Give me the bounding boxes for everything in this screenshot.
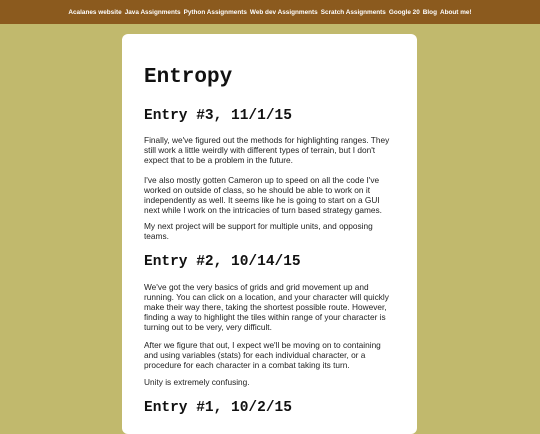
nav-link-google-20[interactable]: Google 20 (388, 8, 420, 16)
entry-2-title: Entry #2, 10/14/15 (144, 254, 301, 270)
entry-3-paragraph-2: I've also mostly gotten Cameron up to speed on all the code I've worked on outside of class, so he should be able to work on it independently as well. It seems like he is going to start on a GUI next while I work on the intricacies of turn based strategy games. (144, 175, 382, 215)
entry-3-paragraph-1: Finally, we've figured out the methods for highlighting ranges. They still work a little weirdly with different types of terrain, but I don't expect that to be a problem in the future. (144, 135, 390, 165)
content-card (122, 34, 417, 434)
nav-link-web-dev-assignments[interactable]: Web dev Assignments (249, 8, 318, 16)
nav-links (68, 9, 471, 16)
entry-2-paragraph-3: Unity is extremely confusing. (144, 377, 250, 387)
nav-link-python-assignments[interactable]: Python Assignments (183, 8, 247, 16)
entry-2-paragraph-2: After we figure that out, I expect we'll be moving on to containing and using variables (stats) for each individual character, or a procedure for each character in a combat taking its turn. (144, 340, 381, 370)
nav-link-java-assignments[interactable]: Java Assignments (124, 8, 181, 16)
entry-2-paragraph-1: We've got the very basics of grids and grid movement up and running. You can click on a location, and your character will quickly make their way there, taking the shortest possible route. However, finding a way to highlight the tiles within range of your character is turning out to be very, very difficult. (144, 282, 389, 332)
entry-3-paragraph-3: My next project will be support for multiple units, and opposing teams. (144, 221, 373, 241)
page-title: Entropy (144, 66, 233, 89)
nav-link-about-me[interactable]: About me! (439, 8, 472, 16)
top-nav-bar (0, 0, 540, 24)
nav-link-blog[interactable]: Blog (422, 8, 437, 16)
entry-1-title: Entry #1, 10/2/15 (144, 400, 292, 416)
nav-link-scratch-assignments[interactable]: Scratch Assignments (320, 8, 386, 16)
entry-3-title: Entry #3, 11/1/15 (144, 108, 292, 124)
nav-link-acalanes-website[interactable]: Acalanes website (68, 8, 122, 16)
